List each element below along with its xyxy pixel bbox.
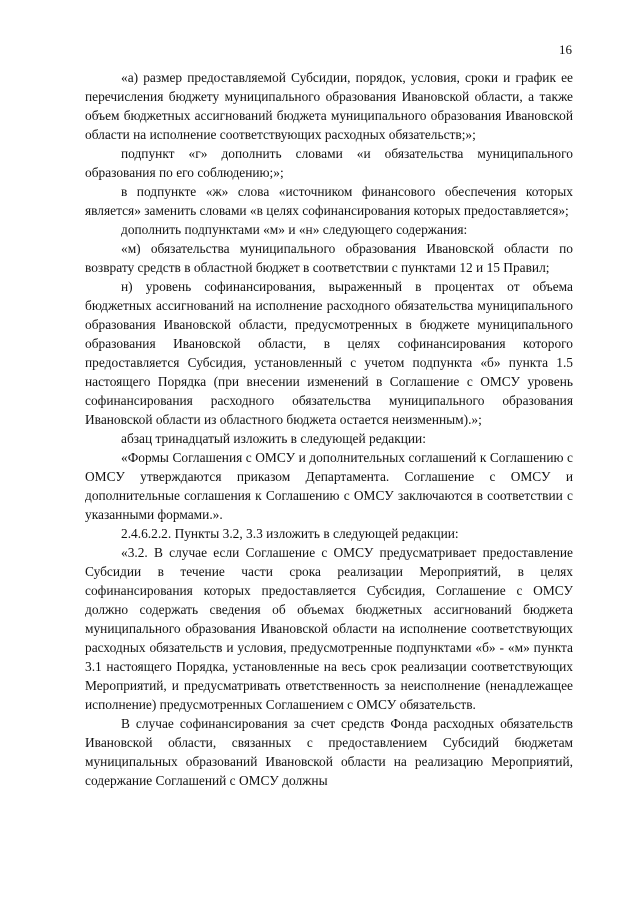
paragraph: в подпункте «ж» слова «источником финансового обеспечения которых является» заменить словами «в целях софинансирования которых предоставляется»;	[85, 184, 573, 218]
paragraph: «Формы Соглашения с ОМСУ и дополнительных соглашений к Соглашению с ОМСУ утверждаются приказом Департамента. Соглашение с ОМСУ и дополнительные соглашения к Соглашению с ОМСУ заключаются в соответствии с указанными формами.».	[85, 450, 573, 522]
paragraph: 2.4.6.2.2. Пункты 3.2, 3.3 изложить в следующей редакции:	[121, 526, 459, 541]
paragraph: «м) обязательства муниципального образования Ивановской области по возврату средств в областной бюджет в соответствии с пунктами 12 и 15 Правил;	[85, 241, 573, 275]
paragraph: «3.2. В случае если Соглашение с ОМСУ предусматривает предоставление Субсидии в течение части срока реализации Мероприятий, в целях софинансирования которых предоставляется Субсидия, Соглашение с ОМСУ должно содержать сведения об объемах бюджетных ассигнований бюджета муниципального образования Ивановской области на исполнение соответствующих расходных обязательств и условия, предусмотренные подпунктами «б» - «м» пункта 3.1 настоящего Порядка, установленные на весь срок реализации соответствующих Мероприятий, и предусматривать ответственность за неисполнение (ненадлежащее исполнение) предусмотренных Соглашением с ОМСУ обязательств.	[85, 545, 573, 712]
paragraph: абзац тринадцатый изложить в следующей редакции:	[121, 431, 426, 446]
paragraph: В случае софинансирования за счет средств Фонда расходных обязательств Ивановской области, связанных с предоставлением Субсидий бюджетам муниципальных образований Ивановской области на реализацию Мероприятий, содержание Соглашений с ОМСУ должны	[85, 716, 573, 788]
document-body	[85, 68, 573, 790]
paragraph: дополнить подпунктами «м» и «н» следующего содержания:	[121, 222, 468, 237]
paragraph: подпункт «г» дополнить словами «и обязательства муниципального образования по его соблюдению;»;	[85, 146, 573, 180]
page-number: 16	[559, 42, 572, 57]
paragraph: н) уровень софинансирования, выраженный в процентах от объема бюджетных ассигнований на исполнение расходного обязательства муниципального образования Ивановской области, предусмотренных в бюджете муниципального образования Ивановской области, в целях софинансирования которого предоставляется Субсидия, установленный с учетом подпункта «б» пункта 1.5 настоящего Порядка (при внесении изменений в Соглашение с ОМСУ уровень софинансирования расходного обязательства муниципального образования Ивановской области из областного бюджета остается неизменным).»;	[85, 279, 573, 427]
paragraph: «а) размер предоставляемой Субсидии, порядок, условия, сроки и график ее перечисления бюджету муниципального образования Ивановской области, а также объем бюджетных ассигнований бюджета муниципального образования Ивановской области на исполнение соответствующих расходных обязательств;»;	[85, 70, 573, 142]
